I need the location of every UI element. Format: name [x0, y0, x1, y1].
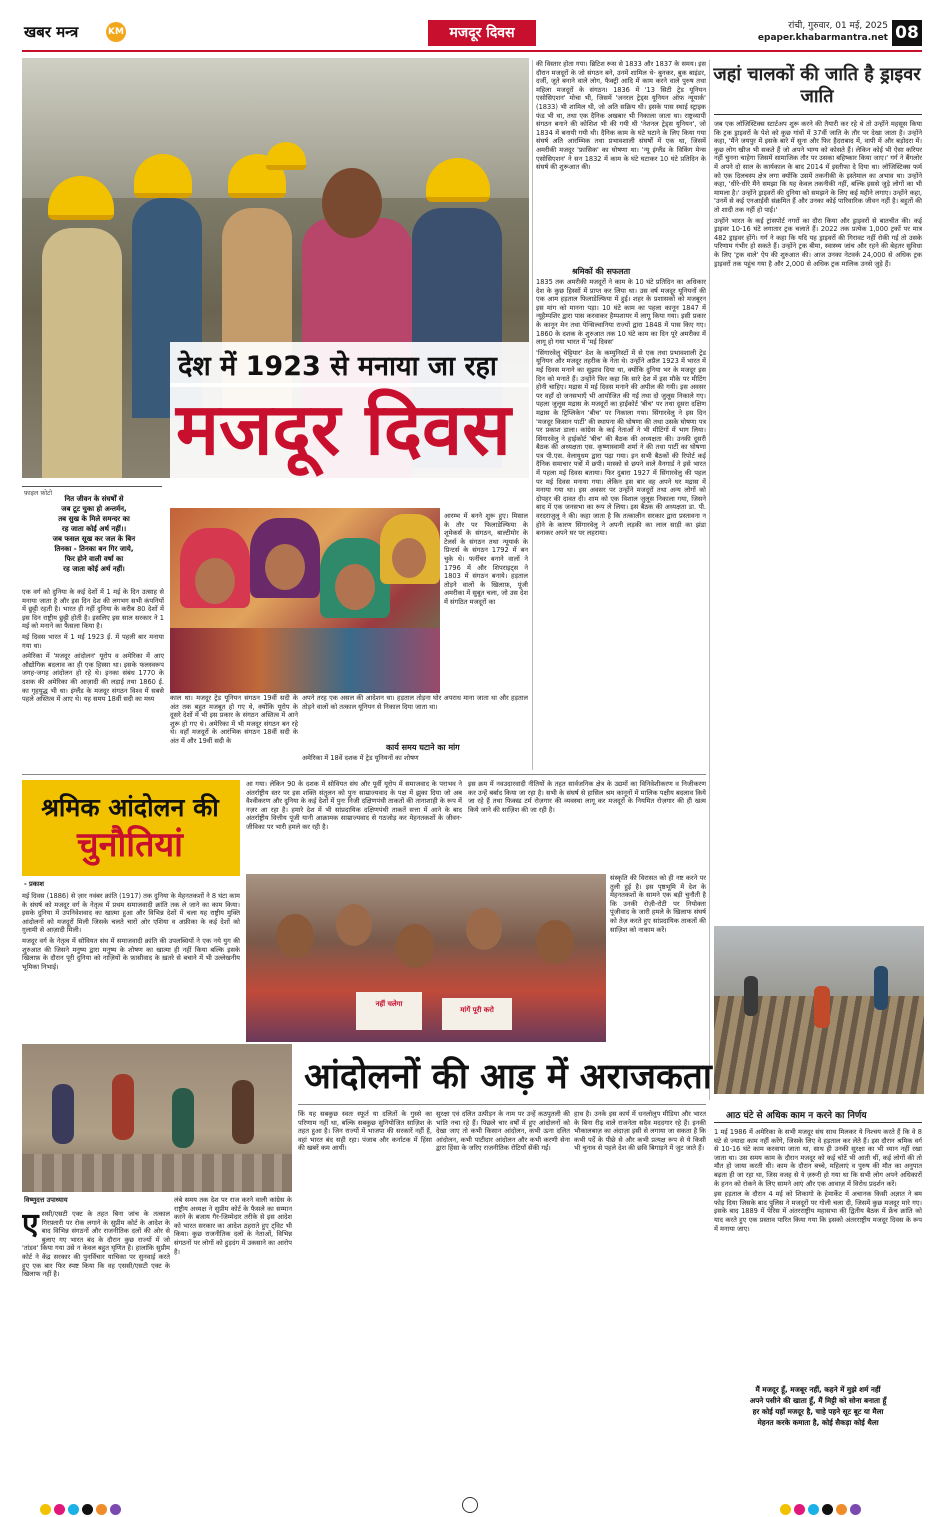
protest-sign [442, 998, 512, 1030]
registration-dot [68, 1504, 79, 1515]
paragraph: ससी/एसटी एक्ट के तहत बिना जांच के तत्काल गिरफ़्तारी पर रोक लगाने के सुप्रीम कोर्ट के आदेश के बाद विभिन्न संगठनों और राजनीतिक दलों की ओर से बुलाए गए भारत बंद के दौरान कुछ राज्यों में जो 'तांडव' किया गया उसे न केवल बहुत घृणित है। हालांकि सुप्रीम कोर्ट ने केंद्र सरकार की पुनर्विचार याचिका पर सुनवाई करते हुए एक बार फिर स्पष्ट किया कि वह एससी/एसटी एक्ट के खिलाफ नहीं है। [22, 1210, 170, 1279]
lead-title: मजदूर दिवस [170, 383, 530, 483]
poem-line: तिनका - तिनका बन गिर जाये, [54, 545, 134, 553]
eight-hours-rule [714, 1122, 922, 1123]
color-registration-left [40, 1500, 124, 1514]
paragraph: सुरक्षा एवं दलित उत्पीड़न के नाम पर उन्हें कठपुतली की भांति नचा रहे हैं। पिछले चार वर्षों में हुए आंदोलनों को देखा जाए तो कभी किसान आंदोलन, कभी ऊना दलित आंदोलन, कभी पाटीदार आंदोलन और कभी करणी सेना द्वारा हिंसा के जरिए राजनीतिक रोटियाँ सेंकी गईं। [436, 1110, 570, 1153]
poem-line: नित जीवन के संघर्षों से [64, 495, 124, 503]
arajak-column-4 [436, 1110, 570, 1492]
registration-dot [40, 1504, 51, 1515]
dropcap: ए [22, 1210, 39, 1242]
paragraph: एक वर्ग को दुनिया के कई देशों में 1 मई के दिन उत्साह से मनाया जाता है और इस दिन देश की लगभग सभी कंपनियों में छुट्टी रहती है। भारत ही नहीं दुनिया के करीब 80 देशों में इस दिन राष्ट्रीय छुट्टी होती है। इसलिए इस साल सरकार ने 1 मई को मनाने का फैसला किया है। [22, 588, 164, 631]
paragraph: काल था। मजदूर ट्रेड यूनियन संगठन 19वीं सदी के अंत तक बहुत मजबूत हो गए थे, क्योंकि यूरोप के दूसरे देशों में भी इस प्रकार के संगठन अस्तित्व में आने शुरू हो गए थे। अमेरिका में भी मजदूर संगठन बन रहे थे। वहाँ मजदूरों के आरंभिक संगठन 18वीं सदी के अंत में और 19वीं सदी के [170, 694, 298, 745]
paragraph: लंबे समय तक देश पर राज करने वाली कांग्रेस के राष्ट्रीय अध्यक्ष ने सुप्रीम कोर्ट के फैसले का सम्मान करने के बजाय गैर-जिम्मेदार तरीके से इस आदेश को भारत सरकार का आदेश ठहराते हुए ट्विट भी किया। कुछ राजनीतिक दलों के नेताओं, विभिन्न संगठनों पर लोगों को हुड़दंग में उकसाने का आरोप है। [174, 1196, 292, 1256]
protest-sign-text: मांगें पूरी करो [460, 1006, 494, 1014]
registration-dot [850, 1504, 861, 1515]
women-workers-photo [170, 508, 440, 693]
eight-hours-body [714, 1128, 922, 1378]
lead-column-3-tail: अमेरिका में 18वें दशक में ट्रेड यूनियनों का शोषण [302, 754, 419, 762]
section-tag: मजदूर दिवस [428, 20, 536, 46]
lead-column-3 [444, 512, 528, 708]
paragraph: किं यह सबकुछ स्वतः स्फूर्त या दलितों के गुस्से का परिणाम नहीं था, बल्कि सबकुछ सुनियोजित साज़िश के तहत हुआ है। जिन राज्यों में भाजपा की सरकारें नहीं हैं, वहां भारत बंद सही रहा। पंजाब और कर्नाटक में हिंसा की खबरें कम आयीं। [298, 1110, 432, 1153]
paragraph: जब एक लॉजिस्टिक्स स्टार्टअप शुरू करने की तैयारी कर रहे थे तो उन्होंने महसूस किया कि ट्रक ड्राइवरों के पेशे को कुछ गांवों में 37वीं जाति के तौर पर देखा जाता है। उन्होंने कहा, 'मैंने जयपुर में इसके बारे में सुना और फिर हैदराबाद में, वापी में और बड़ोदरा में। कुछ लोग खीज भी सकते हैं जो अपने भाग्य को कोसते हैं। लेकिन कोई भी ऐसा करियर नहीं चुनना चाहेगा जिसमें सामाजिक तौर पर उसका बहिष्कार किया जाए।' गर्ग ने बैंगलोर में अपने दो साल के कार्यकाल के बाद 2014 में इस्तीफा दे दिया था। लॉजिस्टिक्स फर्म को एक दिलचस्प क्षेत्र लगा क्योंकि उसमें तकनीकी के इस्तेमाल का अभाव था। उन्होंने कहा, 'धीरे-धीरे मैंने समझा कि यह केवल तकनीकी नहीं, बल्कि इससे जुड़े लोगों का भी मामला है।' उन्होंने ड्राइवरों की दुनिया को समझने के लिए कई महीने लगाए। उन्होंने कहा, 'उनमें से कई एनआईवी संक्रमित हैं और उनका कोई पारिवारिक जीवन नहीं है। बहुतों की तो शादी तक नहीं हो पाई।' [714, 120, 922, 214]
labor-section-body [22, 892, 240, 1042]
registration-dot [836, 1504, 847, 1515]
arajak-title-rule [298, 1104, 706, 1105]
quote-line: हर कोई यहाँ मजदूर है, चाहे पहने सूट बूट या मैला [752, 1407, 884, 1416]
registration-dot [780, 1504, 791, 1515]
poem-line: जब टूट चुका हो अन्तर्मन, [61, 505, 127, 513]
railway-workers-photo [714, 926, 924, 1094]
right-story-rule [714, 114, 922, 115]
middle-column-top [536, 60, 706, 264]
arajak-column-3 [298, 1110, 432, 1492]
header-rule [22, 50, 922, 52]
lead-subhead: कार्य समय घटाने का मांग [386, 743, 460, 752]
paragraph: मजदूर वर्ग के नेतृत्व में सोवियत संघ में समाजवादी क्रांति की उपलब्धियों ने एक नये युग की शुरुआत की जिसने मनुष्य द्वारा मनुष्य के शोषण का खात्मा ही नहीं किया बल्कि इसके खिलाफ़ के दौरान पूरी दुनिया को नाज़ियों के फ़ासीवाद के ख़तरे से बचाने में भी उल्लेखनीय भूमिका निभाई। [22, 936, 240, 971]
paragraph: उन्होंने भारत के कई ट्रांसपोर्ट नगरों का दौरा किया और ड्राइवरों से बातचीत की। कई ड्राइवर 10-16 घंटे लगातार ट्रक चलाते हैं। 2022 तक प्रत्येक 1,000 ट्रकों पर मात्र 482 ड्राइवर होंगे। गर्ग ने कहा कि यदि यह ड्राइवरों की गिरावट नहीं रोकी गई तो उसके परिणाम गंभीर हो सकते हैं। उन्होंने ट्रक बीमा, स्वास्थ्य जांच और रहने की बेहतर सुविधा के लिए 'ट्रक वाले' ऐप की शुरुआत की। आज उनका नेटवर्क 24,000 से अधिक ट्रक ड्राइवरों तक पहुंच गया है और 2,000 से अधिक ट्रक मालिक उनसे जुड़े हैं। [714, 216, 922, 268]
paragraph: की विस्तार होता गया। ब्रिटिश रूस से 1833 और 1837 के समय। इस दौरान मजदूरों के जो संगठन बने, उनमें शामिल थे- बुनकर, बुक बाइंडर, दर्जी, जूते बनाने वाले लोग, फैक्ट्री आदि में काम करने वाले पुरुष तथा महिला मजदूरों के संगठन। 1836 में '13 सिटी ट्रेड यूनियन एसोसिएशन' मोचा भी, जिसमें 'जनरल ट्रेड्स यूनियन ऑफ न्यूयार्क' (1833) भी शामिल थी, जो अति सक्रिय थी। इसके पास स्थाई स्ट्राइक फंड भी था, तथा एक दैनिक अखबार भी निकाला जाता था। राष्ट्रव्यापी संगठन बनाने की कोशिश भी की गयी थी 'नेशनल ट्रेड्स यूनियन', जो 1834 में बनायी गयी थी। दैनिक काम के घंटे घटाने के लिए किया गया संघर्ष अति आरम्भिक तथा प्रभावशाली संघर्षों में एक था, जिसमें अमरीकी मजदूर 'फ्रासिक' का घोषणा था। 'न्यू इंग्लैंड के विकिंग मेन्स एसोसिएशन' ने सन 1832 में काम के घंटे घटाकर 10 घंटे प्रतिदिन के संघर्ष की शुरूआत की। [536, 60, 706, 172]
horizontal-rule [22, 774, 706, 775]
poem-line: रह जाता कोई अर्थ नहीं।। [61, 525, 127, 533]
poem-line: रह जाता कोई अर्थ नहीं। [63, 565, 125, 573]
quote-line: मेहनत करके कमाता है, कोई सैकड़ा कोई थैला [757, 1418, 879, 1427]
registration-dot [808, 1504, 819, 1515]
lead-column-2 [170, 694, 298, 768]
arajak-column-2 [174, 1196, 292, 1492]
lead-column-1 [22, 588, 164, 766]
worker-poem-quote [714, 1384, 922, 1428]
poem-line: फिर होने वाली वर्षा का [64, 555, 124, 563]
column-divider [532, 60, 533, 770]
paragraph: इस हड़ताल के दौरान 4 मई को शिकागो के हेमार्केट में अचानक किसी अज्ञात ने बम फोड़ दिया जिसके बाद पुलिस ने मजदूरों पर गोली चला दी, जिसमें कुछ मजदूर मारे गए। इसके बाद 1889 में पेरिस में अंतरराष्ट्रीय महासभा की द्वितीय बैठक में फ्रेंच क्रांति को याद करते हुए एक प्रस्ताव पारित किया गया कि इसको अंतरराष्ट्रीय मजदूर दिवस के रूप में मनाया जाए। [714, 1190, 922, 1233]
hero-divider [22, 486, 162, 487]
registration-crosshair-icon [462, 1497, 478, 1513]
paragraph: मई दिवस (1886) से ज़ार नवंबर क्रांति (1917) तक दुनिया के मेहनतकशों ने 8 घंटा काम के संघर्ष को मजदूर वर्ग के नेतृत्व में प्रथम समाजवादी क्रांति तक ले जाने का काम किया। इसके दुनिया में उपनिवेशवाद का खात्मा हुआ और विभिन्न देशों में चला यह राष्ट्रीय मुक्ति आंदोलनों को मजदूरों मिली जिसके चलते चारों ओर एशिया व अफ्रीका के कई देशों को ग़ुलामी से आज़ादी मिली। [22, 892, 240, 935]
protest-photo [246, 874, 606, 1042]
arajak-title: आंदोलनों की आड़ में अराजकता [304, 1057, 712, 1097]
paragraph: संस्कृति की विरासत को ही नष्ट करने पर तुली हुई है। इस पृष्ठभूमि में देश के मेहनतकशों के सामने एक बड़ी चुनौती है कि उनकी रोज़ी-रोटी पर नियोक्ता पूंजीवाद के जारी हमले के खिलाफ संघर्ष को तेज़ करते हुए सांप्रदायिक ताकतों की साज़िश को नाकाम करें। [610, 874, 706, 934]
labor-section-title-line2: चुनौतियां [77, 825, 183, 865]
paragraph: आ गया। लेकिन 90 के दशक में सोवियत संघ और पूर्वी यूरोप में समाजवाद के पराभव ने अंतर्राष्ट्रीय स्तर पर इस शक्ति संतुलन को पुनः साम्राज्यवाद के पक्ष में झुका दिया जो अब वैश्वीकरण और दुनिया के कई देशों में पुनः निजी दक्षिणपंथी ताकतों की तानाशाही के रूप में नज़र आ रहा है। हमारे देश में भी सांप्रदायिक दक्षिणपंथी ताकतें सत्ता में आने के बाद अंतर्राष्ट्रीय वित्तीय पूंजी यानी आक्रामक साम्राज्यवाद से गठजोड़ कर मेहनतकशों के जीवन-जीविका पर भारी हमले कर रही है। [246, 780, 462, 831]
page-number: 08 [892, 20, 922, 46]
labor-section-col3 [468, 780, 706, 870]
paragraph: 1 मई 1986 में अमेरिका के सभी मजदूर संघ साथ मिलकर ये निश्चय करते हैं कि वे 8 घंटे से ज्यादा काम नहीं करेंगे, जिसके लिए वे हड़ताल कर लेते हैं। इस दौरान श्रमिक वर्ग से 10-16 घंटे काम करवाया जाता था, साथ ही उनकी सुरक्षा का भी ध्यान नहीं रखा जाता था। उस समय काम के दौरान मजदूर को कई चोटें भी आती थीं, कई लोगों की तो मौत हो जाया करती थी। काम के दौरान बच्चे, महिलाएं व पुरुष की मौत का अनुपात बढ़ता ही जा रहा था, जिस वजह से ये ज़रूरी हो गया था कि सभी लोग अपने अधिकारों के हनन को रोकने के लिए सामने आएं और एक आवाज़ में विरोध प्रदर्शन करें। [714, 1128, 922, 1188]
paragraph: आरम्भ में बनने शुरू हुए। मिसाल के तौर पर फिलाडेल्फिया के शूमेकर्स के संगठन, बाल्टीमोर के टेलर्स के संगठन तथा न्यूयार्क के प्रिन्टर्स के संगठन 1792 में बन चुके थे। फर्नीचर बनाने वालों ने 1796 में और शिपराइट्स ने 1803 में संगठन बनाये। हड़ताल तोड़ने वालों के खिलाफ़, पूंजी अमरीका में सुबूत चला, जो उस देश में संगठित मजदूरों का [444, 512, 528, 606]
color-registration-right [780, 1500, 864, 1514]
paragraph: मई दिवस भारत में 1 मई 1923 ई. में पहली बार मनाया गया था। [22, 632, 164, 650]
right-story-title: जहां चालकों की जाति है ड्राइवर जाति [713, 64, 921, 107]
arajak-author: विष्णुदत्त उपाध्याय [24, 1196, 68, 1204]
labor-byline: - प्रकाश [24, 880, 45, 888]
arajak-column-5 [574, 1110, 706, 1492]
registration-dot [82, 1504, 93, 1515]
registration-dot [110, 1504, 121, 1515]
column-divider [709, 60, 710, 1100]
date-text: रांची, गुरुवार, 01 मई, 2025 [788, 21, 888, 31]
paragraph: इस क्रम में नवउदारवादी नीतियों के तहत सार्वजनिक क्षेत्र के उद्यमों का विनिवेशीकरण व निजीकरण कर उन्हें बर्बाद किया जा रहा है। सभी के संघर्ष से हासिल श्रम कानूनों में मालिक पक्षीय बदलाव किये जा रहे हैं तथा फिक्स्ड टर्म रोज़गार की व्यवस्था लागू कर मजदूरों के नियमित रोज़गार की ही खत्म किये जाने की साज़िश की जा रही है। [468, 780, 706, 814]
registration-dot [794, 1504, 805, 1515]
mob-street-photo [22, 1044, 292, 1192]
registration-dot [822, 1504, 833, 1515]
quote-line: मैं मजदूर हूँ, मजबूर नहीं, कहने में मुझे शर्म नहीं [755, 1385, 881, 1394]
poem-line: तब सुख के मिले समन्दर का [58, 515, 130, 523]
lead-subtitle: देश में 1923 से मनाया जा रहा [170, 342, 530, 387]
logo-badge-icon: KM [106, 22, 126, 42]
middle-subhead: श्रमिकों की सफलता [572, 267, 631, 276]
protest-sign [356, 992, 422, 1030]
poem-line: जब फसल सूख कर जल के बिन [52, 535, 136, 543]
registration-dot [54, 1504, 65, 1515]
dateline [710, 20, 888, 44]
eight-hours-head: आठ घंटे से अधिक काम न करने का निर्णय [726, 1111, 867, 1121]
masthead-logo: खबर मन्त्र [24, 23, 79, 41]
arajak-column-1 [22, 1210, 170, 1492]
paragraph: हाथ है। उनके इस कार्य में धनलोलुप मीडिया और भारत के बिना रीढ़ वाले राजनेता सदैव मददगार रहे हैं। इनकी भौकालबाज़ का अंदाज़ा इसी से लगाया जा सकता है कि कभी पर्दे के पीछे से और कभी प्रत्यक्ष रूप से ये किसी भी चुनाव से पहले देश की छवि बिगाड़ने में जुट जाते हैं। [574, 1110, 706, 1153]
paragraph: 1835 तक अमरीकी मजदूरों ने काम के 10 घंटे प्रतिदिन का अधिकार देश के कुछ हिस्सों में प्राप्त कर लिया था। उस वर्ष मजदूर यूनियनों की एक आम हड़ताल फिलाडेल्फिया में हुई। शहर के प्रशासकों को मजबूरन इस मांग को मानना पड़ा। 10 घंटे काम का पहला कानून 1847 में न्यूहैम्पशिर द्वारा पास करवाकर हैम्पशायर में लागू किया गया। इसी प्रकार के कानून मेन तथा पेन्सिल्वानिया राज्यों द्वारा 1848 में पास किए गए। 1860 के दशक के शुरुआत तक 10 घंटे काम का दिन पूरे अमरीका में लागू हो गया भारत में 'मई दिवस' [536, 278, 706, 347]
paragraph: 'सिंगारवेलु चेट्टियार' देश के कम्युनिस्टों में से एक तथा प्रभावशाली ट्रेड यूनियन और मजदूर तहरीक के नेता थे। उन्होंने अप्रैल 1923 में भारत में मई दिवस मनाने का सुझाव दिया था, क्योंकि दुनिया भर के मजदूर इस दिन को मनाते हैं। उन्होंने फिर कहा कि सारे देश में इस मौके पर मीटिंग होनी चाहिए। मद्रास में मई दिवस मनाने की अपील की गयी। इस अवसर पर वहाँ दो जनसभाएँ भी आयोजित की गईं तथा दो जुलूस निकाले गए। पहला जुलूस मद्रास के मजदूरों का हाईकोर्ट 'बीच' पर तथा दूसरा दक्षिण मद्रास के ट्रिप्लिकेन 'बीच' पर निकाला गया। सिंगारवेलु ने इस दिन 'मजदूर किसान पार्टी' की स्थापना की घोषणा की तथा उसके घोषणा पत्र पर प्रकाश डाला। कांग्रेस के कई नेताओं ने भी मीटिंगों में भाग लिया। सिंगारवेलु ने हाईकोर्ट 'बीच' की बैठक की अध्यक्षता की। उनकी दूसरी बैठक की अध्यक्षता एस. कृष्णास्वामी शर्मा ने की तथा पार्टी का घोषणा पत्र पी.एस. वेलायुधम द्वारा पढ़ा गया। इन सभी बैठकों की रिपोर्ट कई दैनिक समाचार पत्रों में छपी। मास्को से छपने वाले वैनगार्ड ने इसे भारत में पहला मई दिवस बताया। फिर दुबारा 1927 में सिंगारवेलु की पहल पर मई दिवस मनाया गया। लेकिन इस बार वह अपने घर मद्रास में मनाया गया था। इस अवसर पर उन्होंने मजदूरों तथा अन्य लोगों को दोपहर की दावत दी। शाम को एक विशाल जुलूस निकाला गया, जिसने बाद में एक जनसभा का रूप ले लिया। इस बैठक की अध्यक्षता डा. पी. वरदराजुलु ने की। कहा जाता है कि तत्कालीन सरकार द्वारा प्रस्तावना न होने के कारण सिंगारवेलु ने अपनी लड़की का लाल साड़ी का झंडा बनाकर अपने घर पर लहराया। [536, 348, 706, 538]
labor-section-col3b [610, 874, 706, 1042]
registration-dot [96, 1504, 107, 1515]
labor-section-title-line1: श्रमिक आंदोलन की [41, 793, 219, 822]
right-story-body [714, 120, 922, 920]
poem [24, 494, 164, 574]
paragraph: अमेरिका में 'मजदूर आंदोलन' यूरोप व अमेरिका में आए औद्योगिक बदलाव का ही एक हिस्सा था। इसके फलस्वरूप जगह-जगह आंदोलन हो रहे थे। इनका संबंध 1770 के दशक की अमेरिका की आज़ादी की लड़ाई तथा 1860 ई. का गृहयुद्ध भी था। इंग्लैंड के मजदूर संगठन विश्व में सबसे पहले अस्तित्व में आए थे। यह समय 18वीं सदी का मध्य [22, 652, 164, 704]
quote-line: अपने पसीने की खाता हूँ, मैं मिट्टी को सोना बनाता हूँ [749, 1396, 887, 1405]
website-text: epaper.khabarmantra.net [757, 33, 888, 43]
protest-sign-text: नहीं चलेगा [375, 1000, 403, 1008]
labor-section-col2 [246, 780, 462, 870]
photo-credit: फ़ाइल फ़ोटो [24, 489, 53, 497]
lead-column-3b [302, 694, 528, 740]
middle-column-body [536, 278, 706, 768]
paragraph: अपने तरह एक असल की आदेशन था। हड़ताल तोड़ना घोर अपराध माना जाता था और हड़ताल तोड़ने वालों को तत्काल यूनियन से निकाल दिया जाता था। [302, 694, 528, 711]
